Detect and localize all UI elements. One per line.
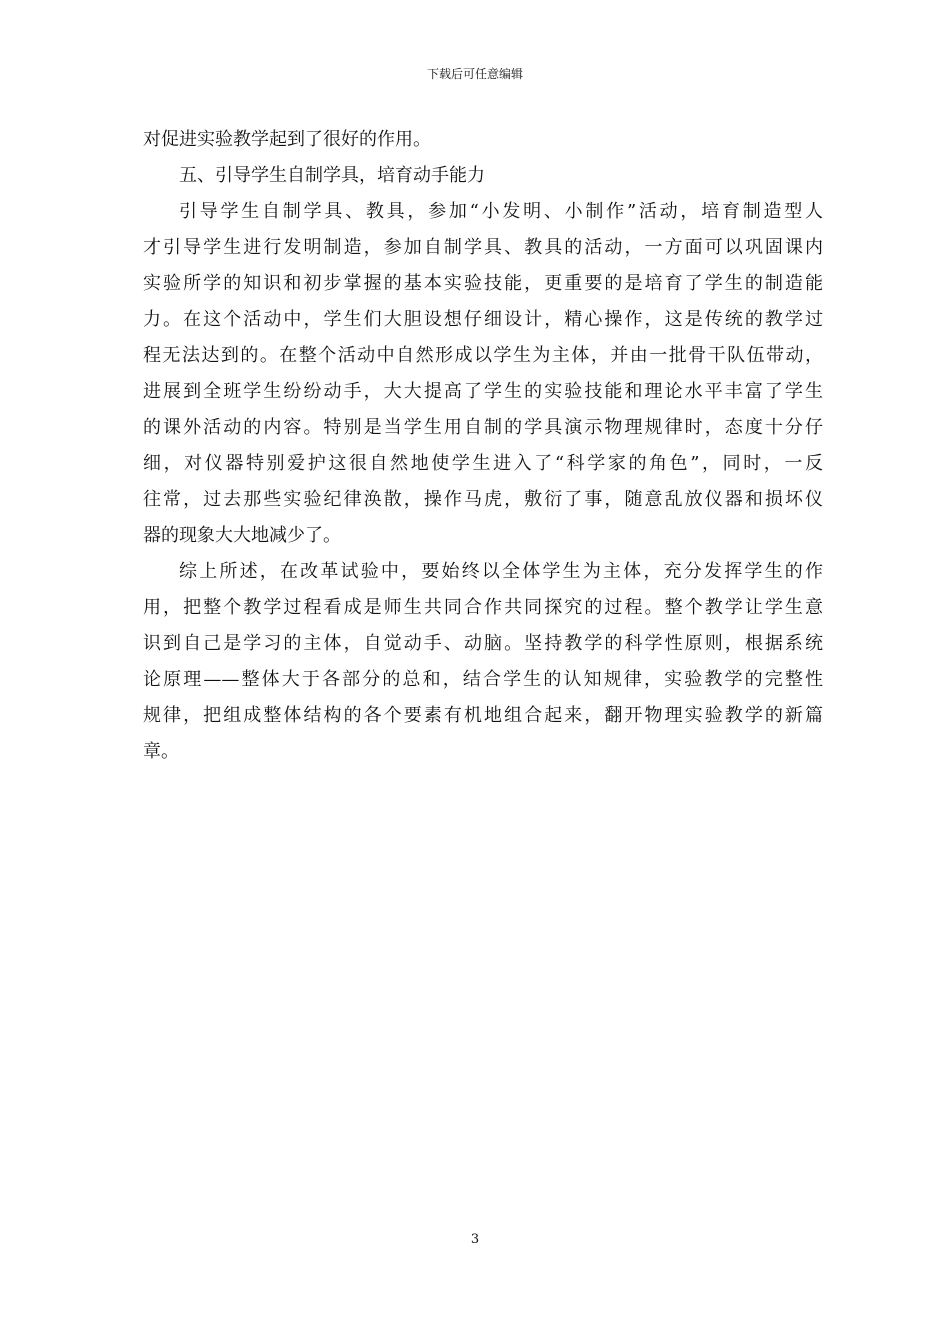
- body-line: 才引导学生进行发明制造，参加自制学具、教具的活动，一方面可以巩固课内: [143, 237, 823, 258]
- page-number: 3: [470, 1232, 480, 1247]
- document-body: [143, 122, 823, 770]
- page-header-note: 下载后可任意编辑: [426, 67, 523, 81]
- body-line: 章。: [143, 741, 179, 762]
- body-line: 程无法达到的。在整个活动中自然形成以学生为主体，并由一批骨干队伍带动，: [143, 345, 823, 366]
- body-line: 力。在这个活动中，学生们大胆设想仔细设计，精心操作，这是传统的教学过: [143, 309, 823, 330]
- body-line: 综上所述，在改革试验中，要始终以全体学生为主体，充分发挥学生的作: [179, 561, 823, 582]
- body-line: 论原理——整体大于各部分的总和，结合学生的认知规律，实验教学的完整性: [143, 669, 823, 690]
- body-line: 规律，把组成整体结构的各个要素有机地组合起来，翻开物理实验教学的新篇: [143, 705, 823, 726]
- body-line: 用，把整个教学过程看成是师生共同合作共同探究的过程。整个教学让学生意: [143, 597, 823, 618]
- body-line: 识到自己是学习的主体，自觉动手、动脑。坚持教学的科学性原则，根据系统: [143, 633, 823, 654]
- body-line: 引导学生自制学具、教具，参加“小发明、小制作”活动，培育制造型人: [179, 201, 823, 222]
- body-line: 对促进实验教学起到了很好的作用。: [143, 129, 431, 150]
- section-heading: 五、引导学生自制学具，培育动手能力: [179, 165, 485, 186]
- body-line: 进展到全班学生纷纷动手，大大提高了学生的实验技能和理论水平丰富了学生: [143, 381, 823, 402]
- body-line: 器的现象大大地减少了。: [143, 525, 341, 546]
- body-line: 细，对仪器特别爱护这很自然地使学生进入了“科学家的角色”，同时，一反: [143, 453, 823, 474]
- body-line: 的课外活动的内容。特别是当学生用自制的学具演示物理规律时，态度十分仔: [143, 417, 823, 438]
- body-line: 实验所学的知识和初步掌握的基本实验技能，更重要的是培育了学生的制造能: [143, 273, 823, 294]
- body-line: 往常，过去那些实验纪律涣散，操作马虎，敷衍了事，随意乱放仪器和损坏仪: [143, 489, 823, 510]
